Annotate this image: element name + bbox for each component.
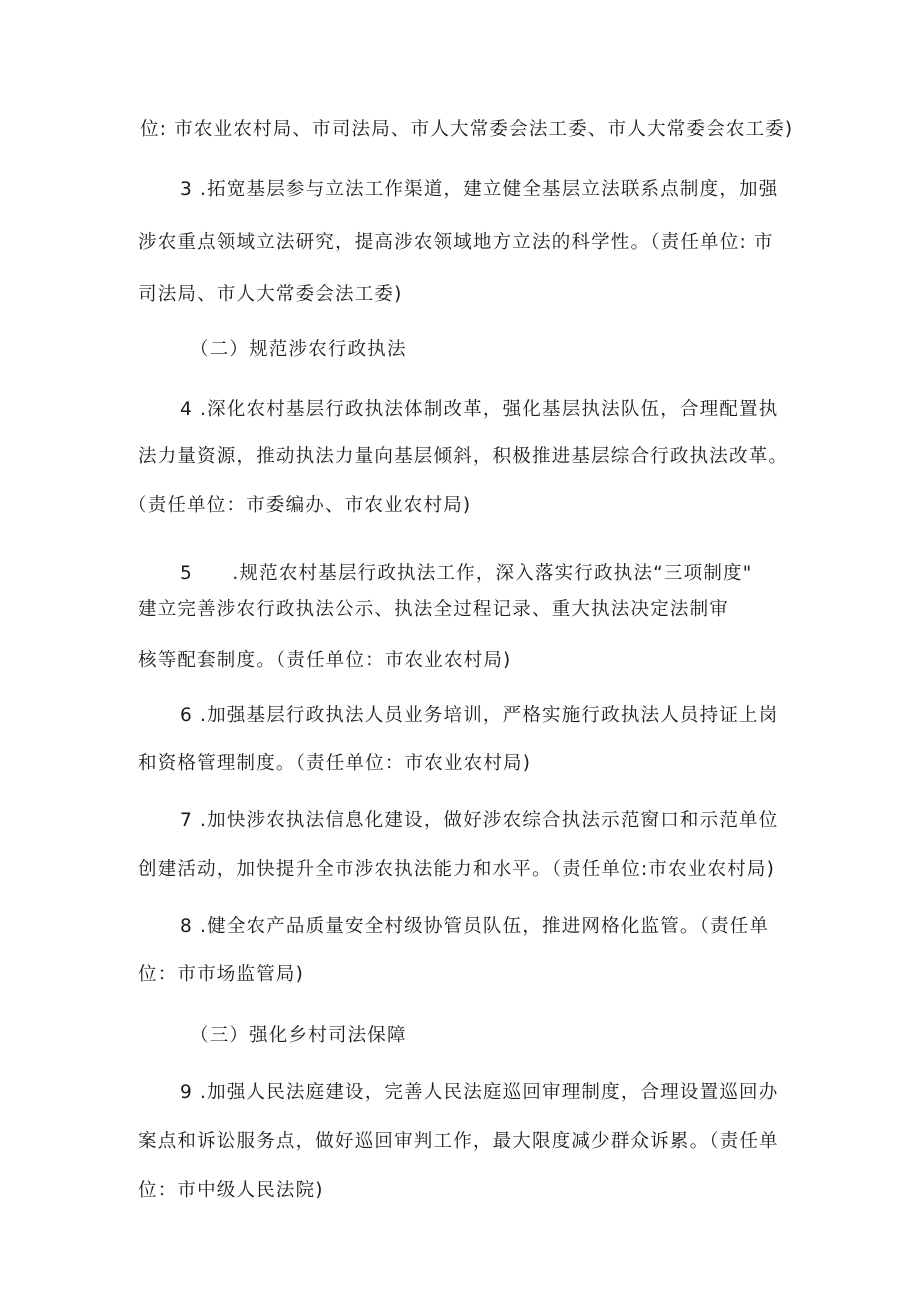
item-7-line-1: 7 .加快涉农执法信息化建设，做好涉农综合执法示范窗口和示范单位 [180, 810, 779, 831]
item-9-line-1: 9 .加强人民法庭建设，完善人民法庭巡回审理制度，合理设置巡回办 [180, 1082, 779, 1103]
text-line: 位: 市农业农村局、市司法局、市人大常委会法工委、市人大常委会农工委) [140, 119, 794, 140]
section-heading-3: （三）强化乡村司法保障 [190, 1025, 407, 1046]
item-4-line-3: （责任单位：市委编办、市农业农村局) [128, 495, 472, 516]
section-heading-2: （二）规范涉农行政执法 [190, 339, 407, 360]
item-6-line-1: 6 .加强基层行政执法人员业务培训，严格实施行政执法人员持证上岗 [180, 705, 779, 726]
item-4-line-2: 法力量资源，推动执法力量向基层倾斜，积极推进基层综合行政执法改革。 [138, 446, 789, 467]
item-3-line-3: 司法局、市人大常委会法工委) [138, 284, 403, 305]
item-8-line-2: 位：市市场监管局) [138, 964, 305, 985]
item-3-line-1: 3 .拓宽基层参与立法工作渠道，建立健全基层立法联系点制度，加强 [180, 179, 779, 200]
item-4-line-1: 4 .深化农村基层行政执法体制改革，强化基层执法队伍，合理配置执 [180, 399, 779, 420]
item-8-line-1: 8 .健全农产品质量安全村级协管员队伍，推进网格化监管。（责任单 [180, 916, 770, 937]
item-3-line-2: 涉农重点领域立法研究，提高涉农领域地方立法的科学性。（责任单位: 市 [138, 232, 774, 253]
item-7-line-2: 创建活动，加快提升全市涉农执法能力和水平。（责任单位:市农业农村局) [138, 859, 776, 880]
item-5-line-2: 建立完善涉农行政执法公示、执法全过程记录、重大执法决定法制审 [138, 599, 730, 620]
item-5-line-1: 5 .规范农村基层行政执法工作，深入落实行政执法“三项制度" [180, 563, 753, 584]
item-9-line-3: 位：市中级人民法院) [138, 1180, 324, 1201]
item-6-line-2: 和资格管理制度。（责任单位：市农业农村局) [138, 753, 532, 774]
item-5-line-3: 核等配套制度。（责任单位：市农业农村局) [138, 650, 512, 671]
item-9-line-2: 案点和诉讼服务点，做好巡回审判工作，最大限度减少群众诉累。（责任单 [138, 1131, 779, 1152]
